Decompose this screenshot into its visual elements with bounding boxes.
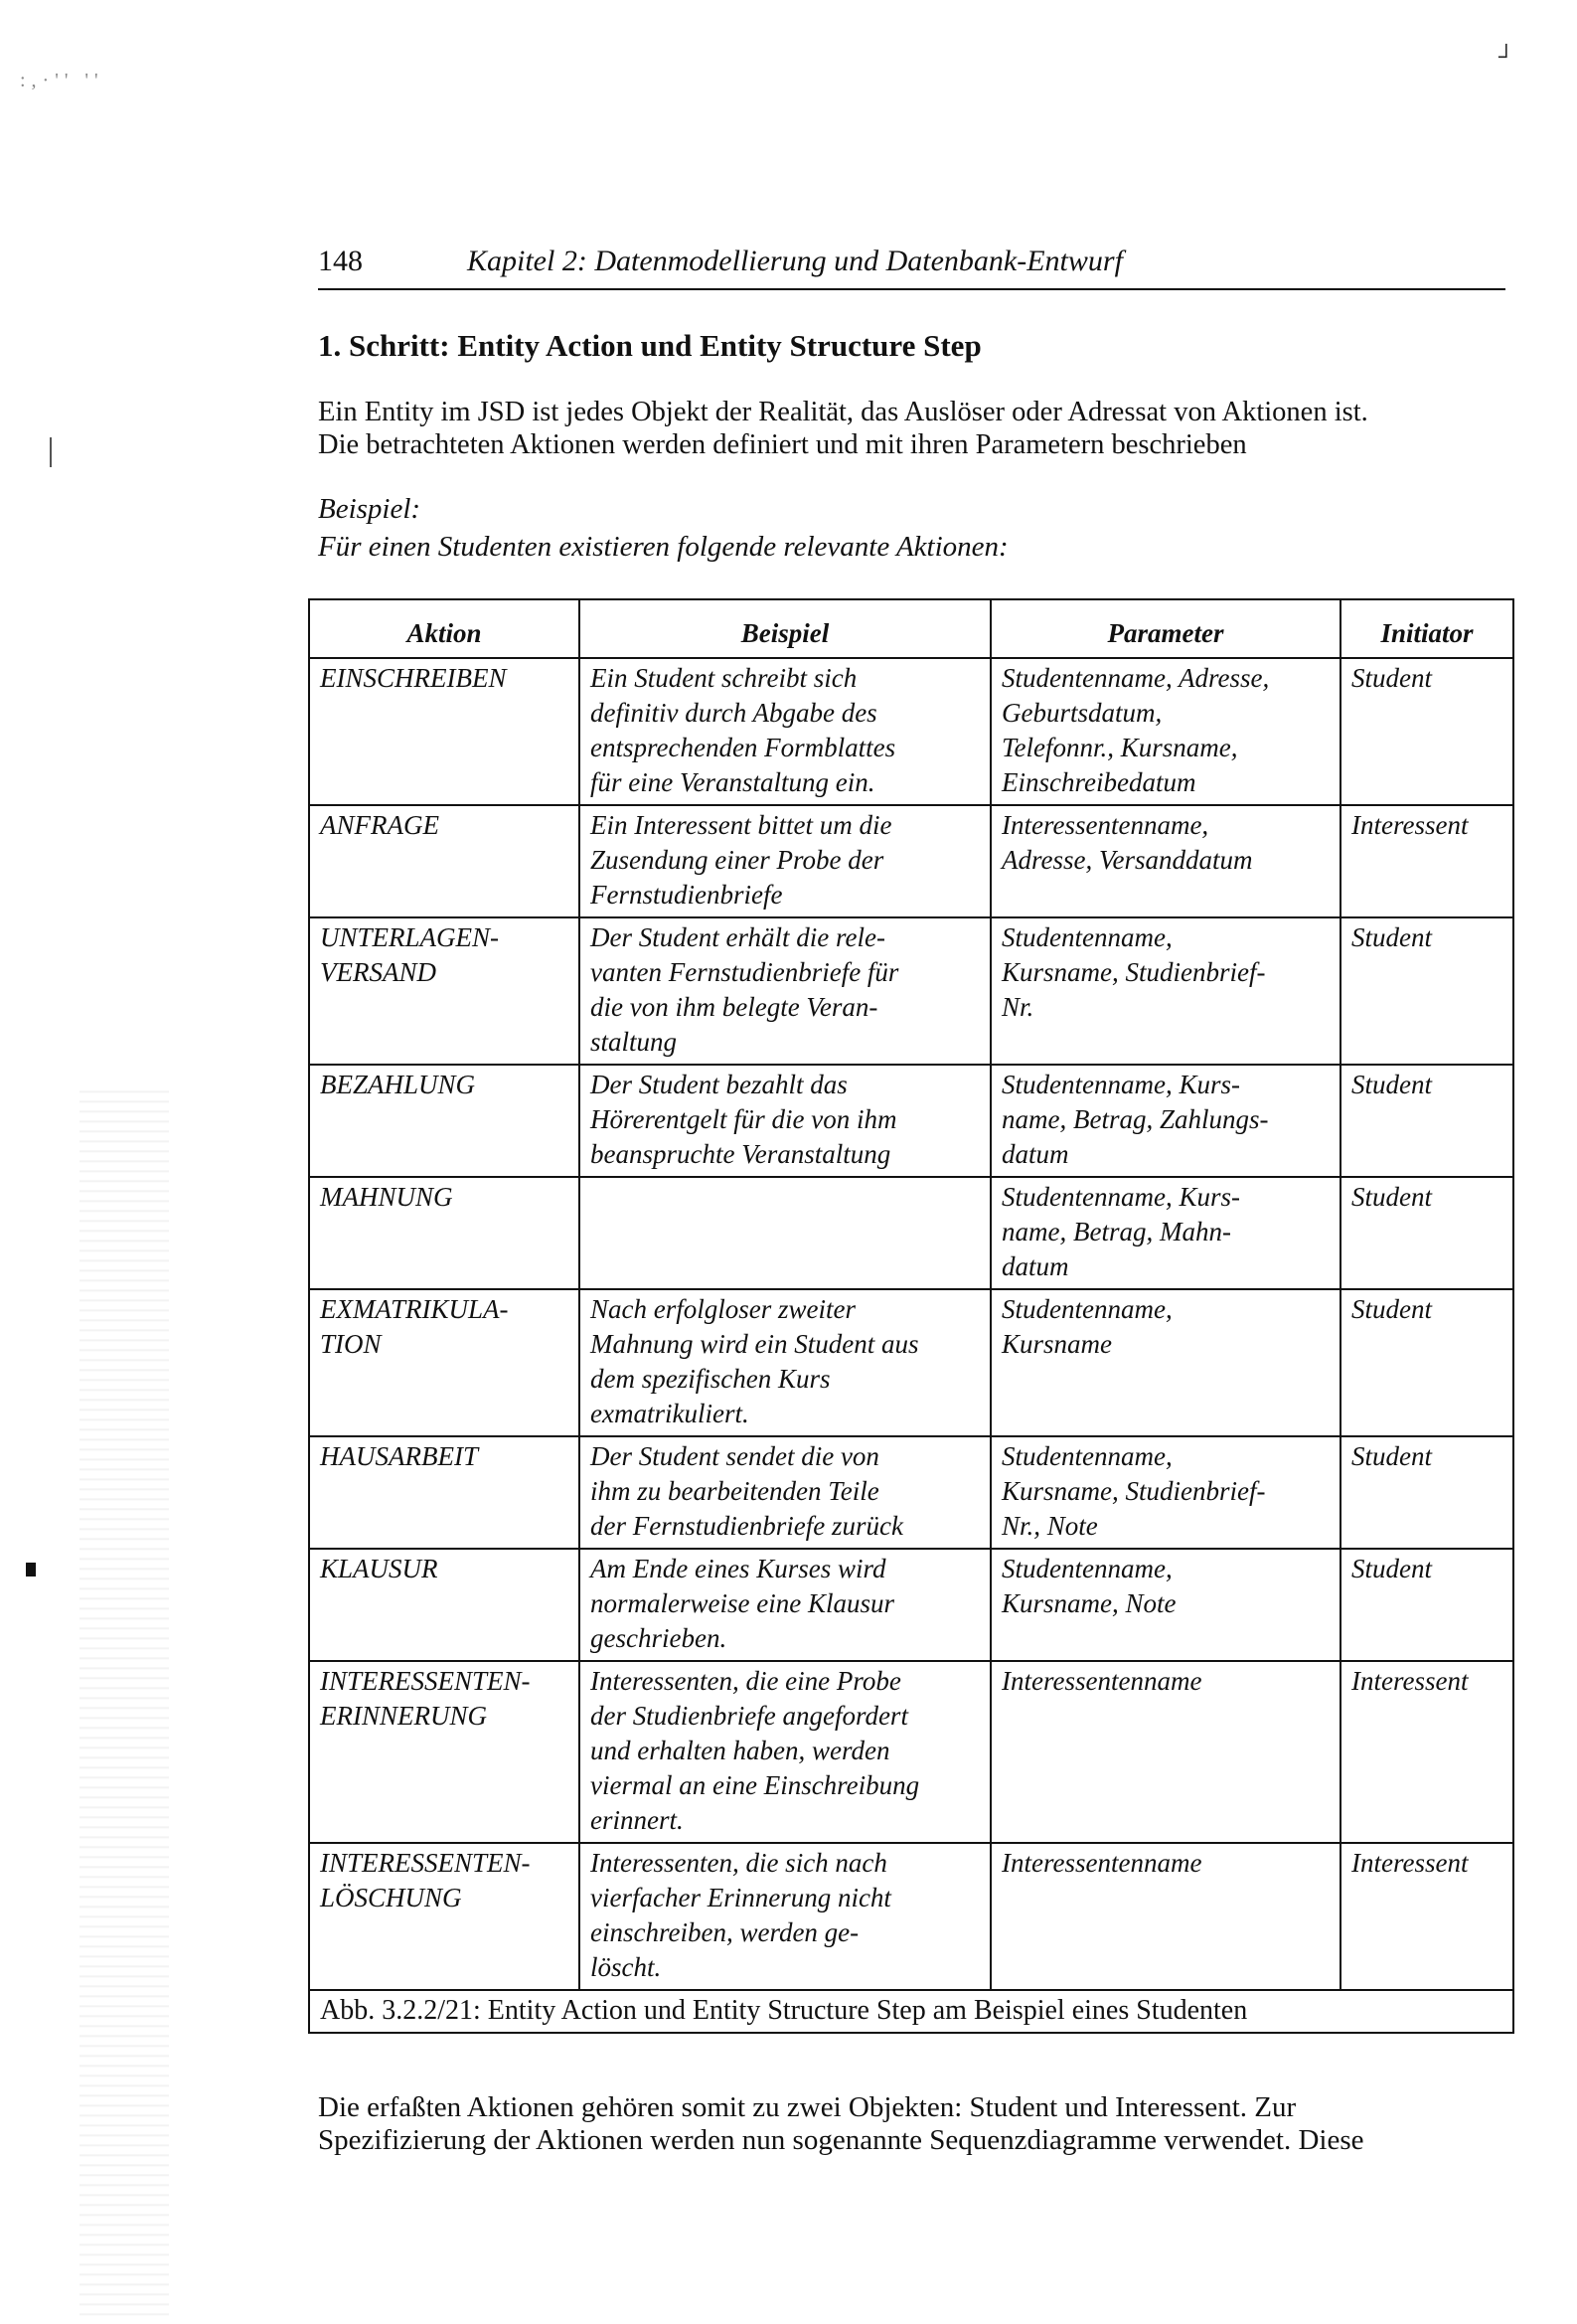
binding-shadow bbox=[79, 1083, 169, 2316]
closing-line: Die erfaßten Aktionen gehören somit zu zwei Objekten: Student und Interessent. Zur bbox=[318, 2091, 1297, 2123]
cell-aktion-line: VERSAND bbox=[320, 957, 436, 987]
cell-beispiel bbox=[579, 1843, 991, 1990]
cell-parameter-line: Interessentenname bbox=[1002, 1666, 1202, 1696]
cell-aktion bbox=[309, 1177, 579, 1289]
cell-aktion-line: INTERESSENTEN- bbox=[320, 1848, 531, 1878]
cell-parameter-line: name, Betrag, Zahlungs- bbox=[1002, 1104, 1269, 1134]
cell-beispiel-line: Der Student bezahlt das bbox=[590, 1070, 848, 1099]
intro-paragraph bbox=[318, 396, 1510, 461]
cell-parameter-line: Geburtsdatum, bbox=[1002, 698, 1163, 728]
header-rule bbox=[318, 288, 1505, 290]
cell-beispiel-line: der Studienbriefe angefordert bbox=[590, 1701, 908, 1731]
cell-aktion bbox=[309, 1436, 579, 1549]
cell-parameter bbox=[991, 1549, 1340, 1661]
cell-beispiel-line: Ein Interessent bittet um die bbox=[590, 810, 892, 840]
actions-table bbox=[308, 598, 1514, 2034]
corner-mark: ┘ bbox=[1498, 44, 1514, 69]
intro-line: Ein Entity im JSD ist jedes Objekt der Realität, das Auslöser oder Adressat von Aktionen ist. bbox=[318, 397, 1368, 427]
cell-beispiel-line: definitiv durch Abgabe des bbox=[590, 698, 877, 728]
table-row bbox=[309, 917, 1513, 1065]
cell-beispiel-line: viermal an eine Einschreibung bbox=[590, 1770, 920, 1800]
cell-beispiel-line: ihm zu bearbeitenden Teile bbox=[590, 1476, 879, 1506]
cell-parameter-line: Kursname, Studienbrief- bbox=[1002, 957, 1266, 987]
running-head bbox=[318, 245, 1505, 290]
cell-beispiel-line: einschreiben, werden ge- bbox=[590, 1917, 860, 1947]
chapter-title: Kapitel 2: Datenmodellierung und Datenbank-Entwurf bbox=[467, 245, 1123, 277]
cell-initiator: Interessent bbox=[1340, 1843, 1513, 1990]
cell-beispiel-line: Interessenten, die eine Probe bbox=[590, 1666, 901, 1696]
cell-parameter bbox=[991, 917, 1340, 1065]
cell-parameter-line: Studentenname, bbox=[1002, 922, 1173, 952]
cell-beispiel bbox=[579, 658, 991, 805]
cell-aktion-line: LÖSCHUNG bbox=[320, 1883, 462, 1912]
cell-parameter-line: Studentenname, Kurs- bbox=[1002, 1070, 1240, 1099]
cell-parameter-line: name, Betrag, Mahn- bbox=[1002, 1217, 1231, 1246]
cell-aktion bbox=[309, 658, 579, 805]
cell-beispiel-line: der Fernstudienbriefe zurück bbox=[590, 1511, 903, 1541]
cell-beispiel-line: und erhalten haben, werden bbox=[590, 1736, 890, 1765]
cell-parameter-line: Kursname, Studienbrief- bbox=[1002, 1476, 1266, 1506]
cell-beispiel-line: entsprechenden Formblattes bbox=[590, 733, 896, 762]
cell-beispiel bbox=[579, 1549, 991, 1661]
cell-parameter-line: Telefonnr., Kursname, bbox=[1002, 733, 1238, 762]
header-initiator: Initiator bbox=[1340, 599, 1513, 658]
cell-beispiel-line: exmatrikuliert. bbox=[590, 1399, 749, 1428]
cell-beispiel bbox=[579, 1289, 991, 1436]
cell-beispiel-line: die von ihm belegte Veran- bbox=[590, 992, 878, 1022]
cell-beispiel-line: vierfacher Erinnerung nicht bbox=[590, 1883, 891, 1912]
cell-parameter-line: Nr. bbox=[1002, 992, 1034, 1022]
page-number: 148 bbox=[318, 245, 363, 277]
cell-parameter bbox=[991, 805, 1340, 917]
cell-initiator: Student bbox=[1340, 1065, 1513, 1177]
table-row bbox=[309, 658, 1513, 805]
cell-aktion-line: MAHNUNG bbox=[320, 1182, 453, 1212]
example-text: Für einen Studenten existieren folgende relevante Aktionen: bbox=[318, 531, 1009, 563]
cell-aktion-line: BEZAHLUNG bbox=[320, 1070, 476, 1099]
cell-initiator: Student bbox=[1340, 1289, 1513, 1436]
cell-parameter-line: Einschreibedatum bbox=[1002, 767, 1196, 797]
table-row bbox=[309, 1177, 1513, 1289]
cell-beispiel-line: Der Student sendet die von bbox=[590, 1441, 879, 1471]
cell-parameter-line: Kursname, Note bbox=[1002, 1588, 1177, 1618]
cell-parameter-line: Adresse, Versanddatum bbox=[1002, 845, 1253, 875]
example-label: Beispiel: bbox=[318, 493, 421, 525]
cell-aktion bbox=[309, 917, 579, 1065]
cell-aktion-line: HAUSARBEIT bbox=[320, 1441, 478, 1471]
intro-line: Die betrachteten Aktionen werden definiert und mit ihren Parametern beschrieben bbox=[318, 429, 1247, 460]
header-parameter: Parameter bbox=[991, 599, 1340, 658]
cell-parameter bbox=[991, 1436, 1340, 1549]
cell-parameter-line: Studentenname, Adresse, bbox=[1002, 663, 1270, 693]
cell-aktion-line: TION bbox=[320, 1329, 382, 1359]
cell-parameter-line: datum bbox=[1002, 1251, 1069, 1281]
cell-parameter bbox=[991, 1289, 1340, 1436]
cell-beispiel-line: normalerweise eine Klausur bbox=[590, 1588, 894, 1618]
table-row bbox=[309, 1843, 1513, 1990]
cell-aktion-line: EINSCHREIBEN bbox=[320, 663, 507, 693]
cell-beispiel-line: Mahnung wird ein Student aus bbox=[590, 1329, 919, 1359]
cell-beispiel-line: dem spezifischen Kurs bbox=[590, 1364, 831, 1394]
cell-initiator: Student bbox=[1340, 917, 1513, 1065]
caption-row bbox=[309, 1990, 1513, 2033]
cell-parameter-line: Studentenname, bbox=[1002, 1441, 1173, 1471]
cell-beispiel-line: Ein Student schreibt sich bbox=[590, 663, 858, 693]
table-body bbox=[309, 658, 1513, 1990]
cell-parameter-line: Studentenname, bbox=[1002, 1554, 1173, 1583]
table-header-row bbox=[309, 599, 1513, 658]
cell-aktion-line: EXMATRIKULA- bbox=[320, 1294, 509, 1324]
cell-parameter-line: Interessentenname, bbox=[1002, 810, 1209, 840]
cell-parameter-line: Studentenname, Kurs- bbox=[1002, 1182, 1240, 1212]
cell-aktion-line: INTERESSENTEN- bbox=[320, 1666, 531, 1696]
closing-line: Spezifizierung der Aktionen werden nun sogenannte Sequenzdiagramme verwendet. Diese bbox=[318, 2124, 1364, 2156]
cell-beispiel-line: Interessenten, die sich nach bbox=[590, 1848, 887, 1878]
cell-beispiel-line: Hörerentgelt für die von ihm bbox=[590, 1104, 897, 1134]
cell-beispiel bbox=[579, 1436, 991, 1549]
cell-parameter-line: datum bbox=[1002, 1139, 1069, 1169]
cell-beispiel bbox=[579, 1661, 991, 1843]
cell-initiator: Student bbox=[1340, 1436, 1513, 1549]
cell-initiator: Interessent bbox=[1340, 1661, 1513, 1843]
cell-initiator: Student bbox=[1340, 1549, 1513, 1661]
cell-initiator: Interessent bbox=[1340, 805, 1513, 917]
cell-parameter-line: Nr., Note bbox=[1002, 1511, 1098, 1541]
table-row bbox=[309, 1549, 1513, 1661]
table-row bbox=[309, 1065, 1513, 1177]
cell-beispiel bbox=[579, 805, 991, 917]
cell-parameter bbox=[991, 1661, 1340, 1843]
cell-aktion-line: ERINNERUNG bbox=[320, 1701, 487, 1731]
cell-aktion-line: ANFRAGE bbox=[320, 810, 439, 840]
cell-beispiel-line: Nach erfolgloser zweiter bbox=[590, 1294, 856, 1324]
cell-parameter bbox=[991, 1177, 1340, 1289]
table-row bbox=[309, 805, 1513, 917]
cell-beispiel-line: Fernstudienbriefe bbox=[590, 880, 783, 910]
header-aktion: Aktion bbox=[309, 599, 579, 658]
closing-paragraph bbox=[318, 2091, 1510, 2157]
cell-aktion bbox=[309, 1065, 579, 1177]
section-heading: 1. Schritt: Entity Action und Entity Structure Step bbox=[318, 328, 982, 363]
cell-aktion bbox=[309, 1661, 579, 1843]
cell-beispiel-line: beanspruchte Veranstaltung bbox=[590, 1139, 891, 1169]
cell-aktion bbox=[309, 1549, 579, 1661]
cell-beispiel-line: Zusendung einer Probe der bbox=[590, 845, 884, 875]
cell-aktion bbox=[309, 1289, 579, 1436]
cell-beispiel-line: Am Ende eines Kurses wird bbox=[590, 1554, 886, 1583]
cell-parameter bbox=[991, 658, 1340, 805]
cell-beispiel-line: Der Student erhält die rele- bbox=[590, 922, 885, 952]
cell-initiator: Student bbox=[1340, 1177, 1513, 1289]
table-row bbox=[309, 1436, 1513, 1549]
cell-aktion bbox=[309, 1843, 579, 1990]
cell-beispiel bbox=[579, 917, 991, 1065]
cell-aktion-line: KLAUSUR bbox=[320, 1554, 438, 1583]
figure-caption: Abb. 3.2.2/21: Entity Action und Entity Structure Step am Beispiel eines Studenten bbox=[309, 1990, 1513, 2033]
cell-beispiel-line: vanten Fernstudienbriefe für bbox=[590, 957, 899, 987]
cell-parameter bbox=[991, 1065, 1340, 1177]
cell-parameter bbox=[991, 1843, 1340, 1990]
cell-aktion bbox=[309, 805, 579, 917]
cell-beispiel-line: löscht. bbox=[590, 1952, 662, 1982]
cell-parameter-line: Interessentenname bbox=[1002, 1848, 1202, 1878]
actions-table-wrapper bbox=[308, 598, 1512, 2034]
cell-beispiel bbox=[579, 1177, 991, 1289]
cell-beispiel-line: geschrieben. bbox=[590, 1623, 727, 1653]
header-beispiel: Beispiel bbox=[579, 599, 991, 658]
table-row bbox=[309, 1661, 1513, 1843]
table-row bbox=[309, 1289, 1513, 1436]
cell-beispiel-line: staltung bbox=[590, 1027, 678, 1057]
margin-bullet-mark bbox=[26, 1563, 36, 1577]
cell-beispiel-line: erinnert. bbox=[590, 1805, 684, 1835]
cell-aktion-line: UNTERLAGEN- bbox=[320, 922, 500, 952]
cell-parameter-line: Studentenname, bbox=[1002, 1294, 1173, 1324]
cell-parameter-line: Kursname bbox=[1002, 1329, 1113, 1359]
cell-initiator: Student bbox=[1340, 658, 1513, 805]
cell-beispiel-line: für eine Veranstaltung ein. bbox=[590, 767, 875, 797]
scan-speckle: :,·'' '' bbox=[20, 70, 104, 91]
cell-beispiel bbox=[579, 1065, 991, 1177]
margin-tick bbox=[50, 437, 52, 467]
